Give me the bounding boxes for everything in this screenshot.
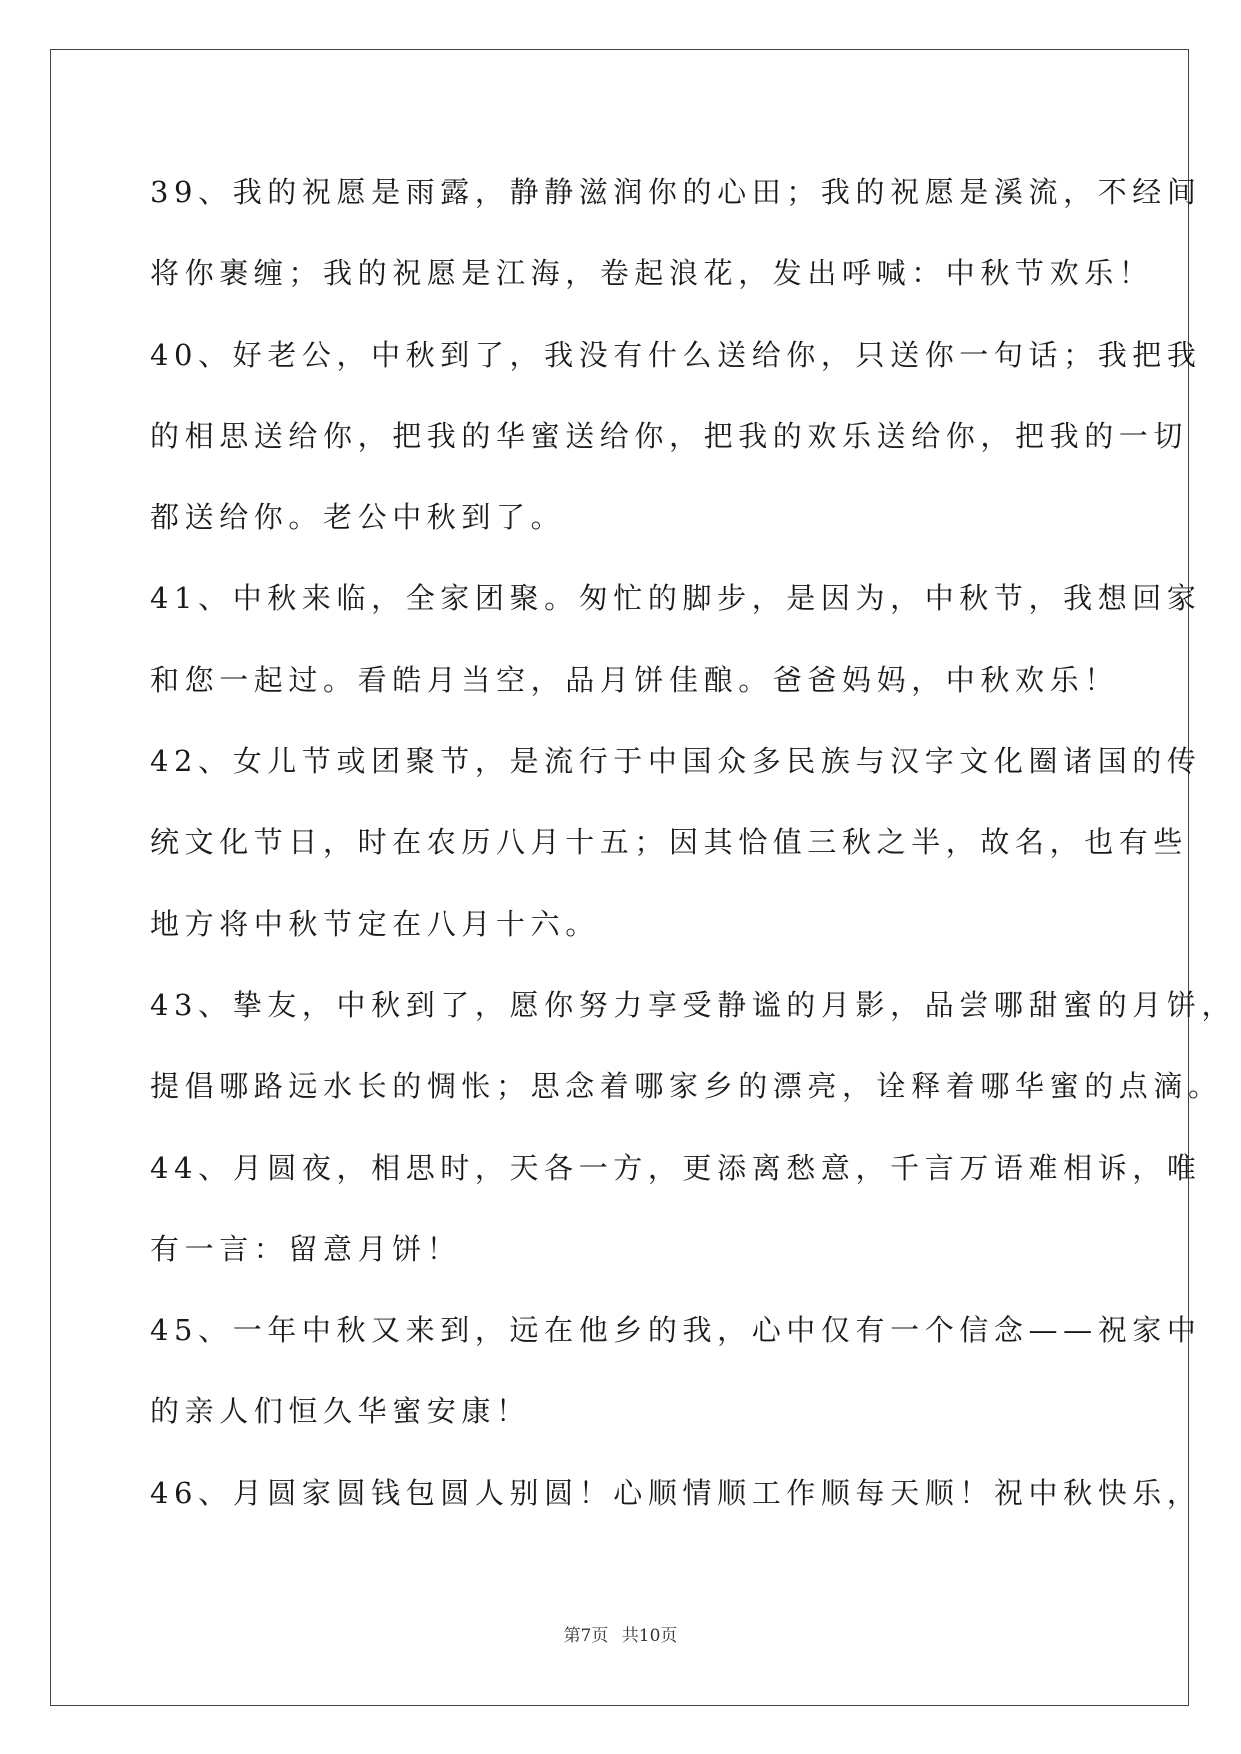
text-line: 和您一起过。看皓月当空，品月饼佳酿。爸爸妈妈，中秋欢乐！ bbox=[150, 662, 1119, 697]
text-line: 46、月圆家圆钱包圆人别圆！心顺情顺工作顺每天顺！祝中秋快乐， bbox=[150, 1475, 1202, 1510]
text-line: 地方将中秋节定在八月十六。 bbox=[150, 906, 600, 941]
page-number: 第7页 bbox=[563, 1626, 609, 1646]
entry-39 bbox=[150, 152, 1202, 315]
text-line: 45、一年中秋又来到，远在他乡的我，心中仅有一个信念——祝家中 bbox=[150, 1313, 1202, 1348]
text-line: 的相思送给你，把我的华蜜送给你，把我的欢乐送给你，把我的一切 bbox=[150, 418, 1189, 453]
text-line: 39、我的祝愿是雨露，静静滋润你的心田；我的祝愿是溪流，不经间 bbox=[150, 175, 1202, 209]
text-line: 43、挚友，中秋到了，愿你努力享受静谧的月影，品尝哪甜蜜的月饼， bbox=[150, 987, 1237, 1022]
text-line: 统文化节日，时在农历八月十五；因其恰值三秋之半，故名，也有些 bbox=[150, 825, 1189, 860]
text-line: 40、好老公，中秋到了，我没有什么送给你，只送你一句话；我把我 bbox=[150, 337, 1202, 372]
entry-41 bbox=[150, 558, 1202, 721]
entry-44 bbox=[150, 1128, 1202, 1291]
text-line: 44、月圆夜，相思时，天各一方，更添离愁意，千言万语难相诉，唯 bbox=[150, 1150, 1202, 1185]
text-line: 42、女儿节或团聚节，是流行于中国众多民族与汉字文化圈诸国的传 bbox=[150, 744, 1202, 779]
entry-46 bbox=[150, 1453, 1202, 1534]
entry-45 bbox=[150, 1290, 1202, 1453]
page-footer bbox=[0, 1621, 1241, 1646]
text-line: 有一言：留意月饼！ bbox=[150, 1231, 462, 1266]
text-line: 将你裹缠；我的祝愿是江海，卷起浪花，发出呼喊：中秋节欢乐！ bbox=[150, 256, 1154, 291]
entry-43 bbox=[150, 965, 1237, 1128]
page-total: 共10页 bbox=[621, 1626, 678, 1646]
entry-40 bbox=[150, 315, 1202, 559]
text-line: 提倡哪路远水长的惆怅；思念着哪家乡的漂亮，诠释着哪华蜜的点滴。 bbox=[150, 1069, 1223, 1104]
text-line: 都送给你。老公中秋到了。 bbox=[150, 500, 566, 535]
document-body bbox=[150, 152, 1237, 1534]
text-line: 的亲人们恒久华蜜安康！ bbox=[150, 1394, 531, 1429]
text-line: 41、中秋来临，全家团聚。匆忙的脚步，是因为，中秋节，我想回家 bbox=[150, 581, 1202, 616]
entry-42 bbox=[150, 721, 1202, 965]
